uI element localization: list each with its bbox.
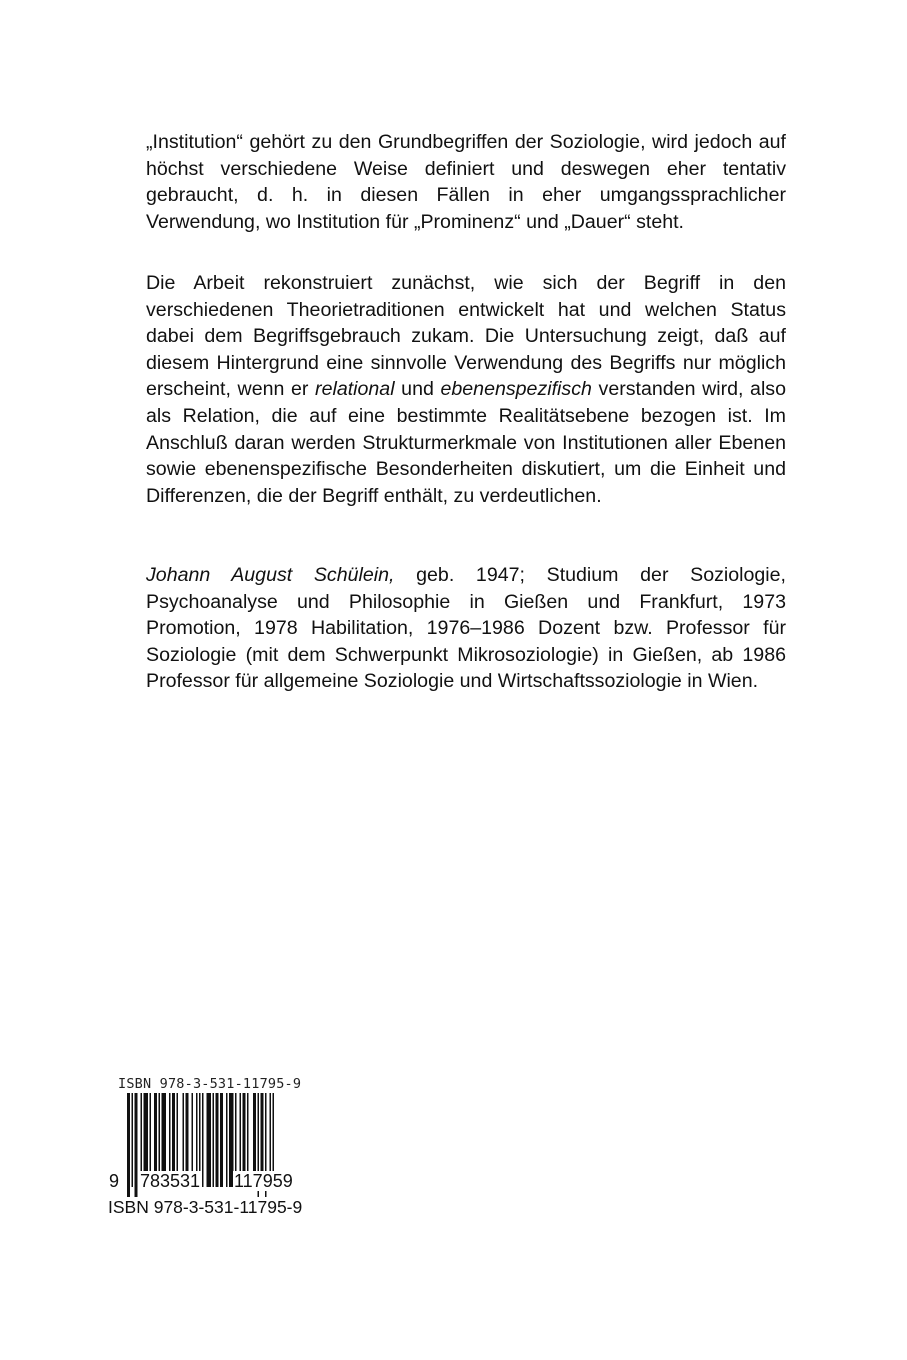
isbn-bottom-label: ISBN 978-3-531-11795-9 [108,1197,303,1217]
author-bio [146,562,786,695]
barcode-bar [216,1093,219,1187]
paragraph-2-text [146,270,786,509]
paragraph-2-part-3: verstanden wird, also als Relation, die auf eine bestimmte Realitätsebene bezogen ist. Im Anschluß daran werden Strukturmerkmale von Institutionen aller Ebenen sowie ebenenspezifische Besonderheiten diskutiert, um die Einheit und Differenzen, die der Begriff enthält, zu verdeutlichen. [146,378,786,507]
barcode-digit-first: 9 [109,1171,120,1191]
paragraph-2-part-2: und [394,378,441,401]
barcode-bar [132,1093,134,1187]
paragraph-1-text: „Institution“ gehört zu den Grundbegriffen der Soziologie, wird jedoch auf höchst verschiedene Weise definiert und deswegen eher tentativ gebraucht, d. h. in diesen Fällen in eher umgangssprachlicher Verwendung, wo Institution für „Prominenz“ und „Dauer“ steht. [146,131,786,233]
barcode-bar [213,1093,215,1187]
barcode-bar [226,1093,228,1187]
paragraph-2-part-1: Die Arbeit rekonstruiert zunächst, wie sich der Begriff in den verschiedenen Theorietraditionen entwickelt hat und welchen Status dabei dem Begriffsgebrauch zukam. Die Untersuchung zeigt, daß auf diesem Hintergrund eine sinnvolle Verwendung des Begriffs nur möglich erscheint, wenn er [146,272,786,401]
italic-term-ebenenspezifisch: ebenenspezifisch [440,378,592,401]
barcode-bar [135,1093,138,1197]
barcode-bar [202,1093,204,1187]
barcode-digits-left: 783531 [140,1171,201,1191]
barcode-bar [207,1093,212,1187]
description-paragraph-1 [146,129,786,235]
author-bio-body: geb. 1947; Studium der Soziologie, Psychoanalyse und Philosophie in Gießen und Frankfurt, 1973 Promotion, 1978 Habilitation, 1976–1986 Dozent bzw. Professor für Soziologie (mit dem Schwerpunkt Mikrosoziologie) in Gießen, ab 1986 Professor für allgemeine Soziologie und Wirtschaftssoziologie in Wien. [146,564,786,693]
description-paragraph-2 [146,270,786,509]
isbn-top-label: ISBN 978-3-531-11795-9 [118,1076,302,1092]
barcode-digits-right: 117959 [234,1171,293,1191]
author-name: Johann August Schülein, [146,564,395,586]
italic-term-relational: relational [315,378,395,401]
barcode-bar [220,1093,223,1187]
barcode-bar [127,1093,130,1197]
author-bio-text [146,562,786,695]
